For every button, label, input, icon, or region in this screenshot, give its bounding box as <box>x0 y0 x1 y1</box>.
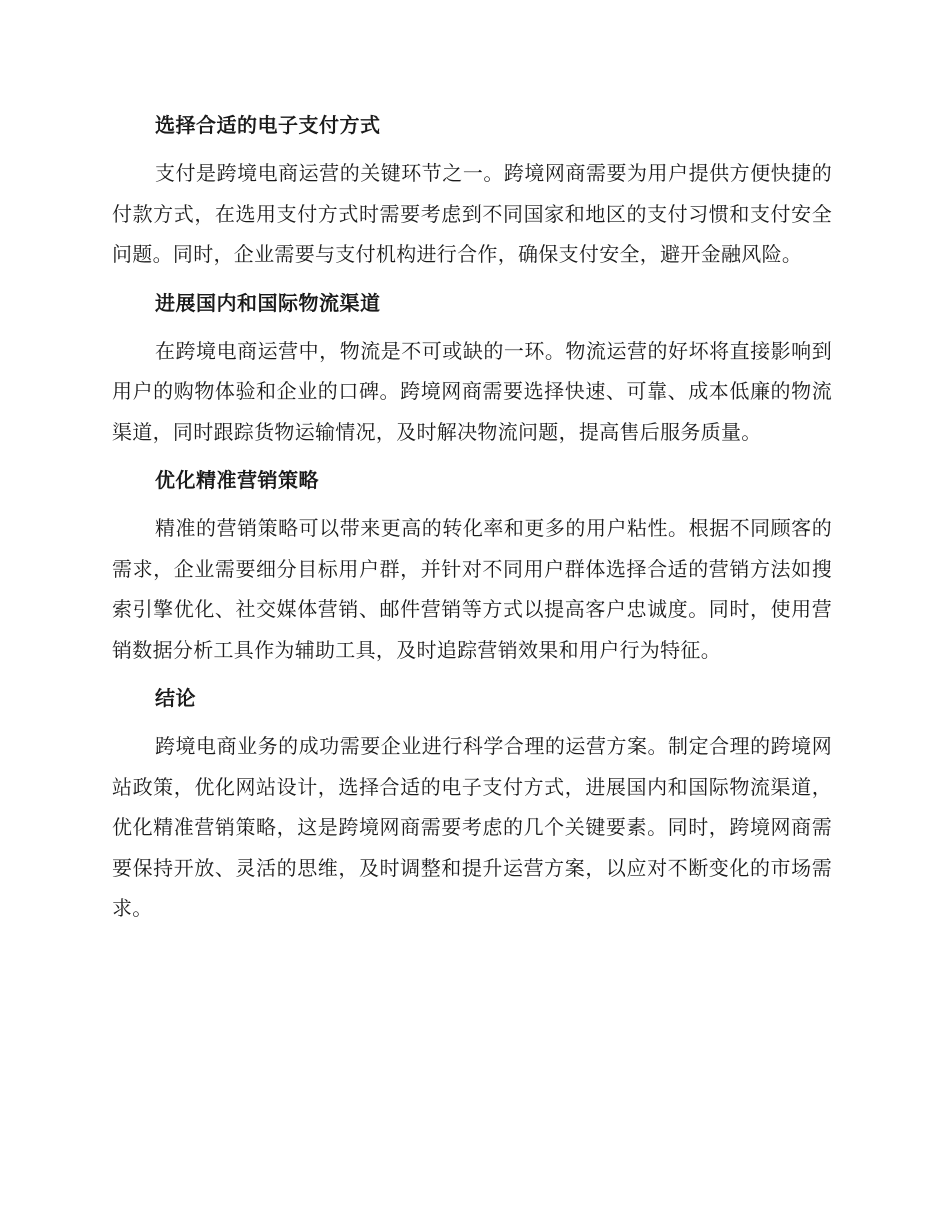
section-body-marketing: 精准的营销策略可以带来更高的转化率和更多的用户粘性。根据不同顾客的需求，企业需要细分目标用户群，并针对不同用户群体选择合适的营销方法如搜索引擎优化、社交媒体营销、邮件营销等方式以提高客户忠诚度。同时，使用营销数据分析工具作为辅助工具，及时追踪营销效果和用户行为特征。 <box>112 516 832 662</box>
section-body-payment: 支付是跨境电商运营的关键环节之一。跨境网商需要为用户提供方便快捷的付款方式，在选用支付方式时需要考虑到不同国家和地区的支付习惯和支付安全问题。同时，企业需要与支付机构进行合作，确保支付安全，避开金融风险。 <box>112 161 832 266</box>
section-heading-marketing: 优化精准营销策略 <box>155 468 319 492</box>
section-heading-payment: 选择合适的电子支付方式 <box>155 113 381 137</box>
section-heading-logistics: 进展国内和国际物流渠道 <box>155 290 381 315</box>
section-heading-conclusion: 结论 <box>155 686 196 710</box>
document-page <box>112 105 832 937</box>
section-body-logistics: 在跨境电商运营中，物流是不可或缺的一环。物流运营的好坏将直接影响到用户的购物体验和企业的口碑。跨境网商需要选择快速、可靠、成本低廉的物流渠道，同时跟踪货物运输情况，及时解决物流问题，提高售后服务质量。 <box>112 338 832 444</box>
section-body-conclusion: 跨境电商业务的成功需要企业进行科学合理的运营方案。制定合理的跨境网站政策，优化网站设计，选择合适的电子支付方式，进展国内和国际物流渠道，优化精准营销策略，这是跨境网商需要考虑的几个关键要素。同时，跨境网商需要保持开放、灵活的思维，及时调整和提升运营方案，以应对不断变化的市场需求。 <box>112 734 832 920</box>
